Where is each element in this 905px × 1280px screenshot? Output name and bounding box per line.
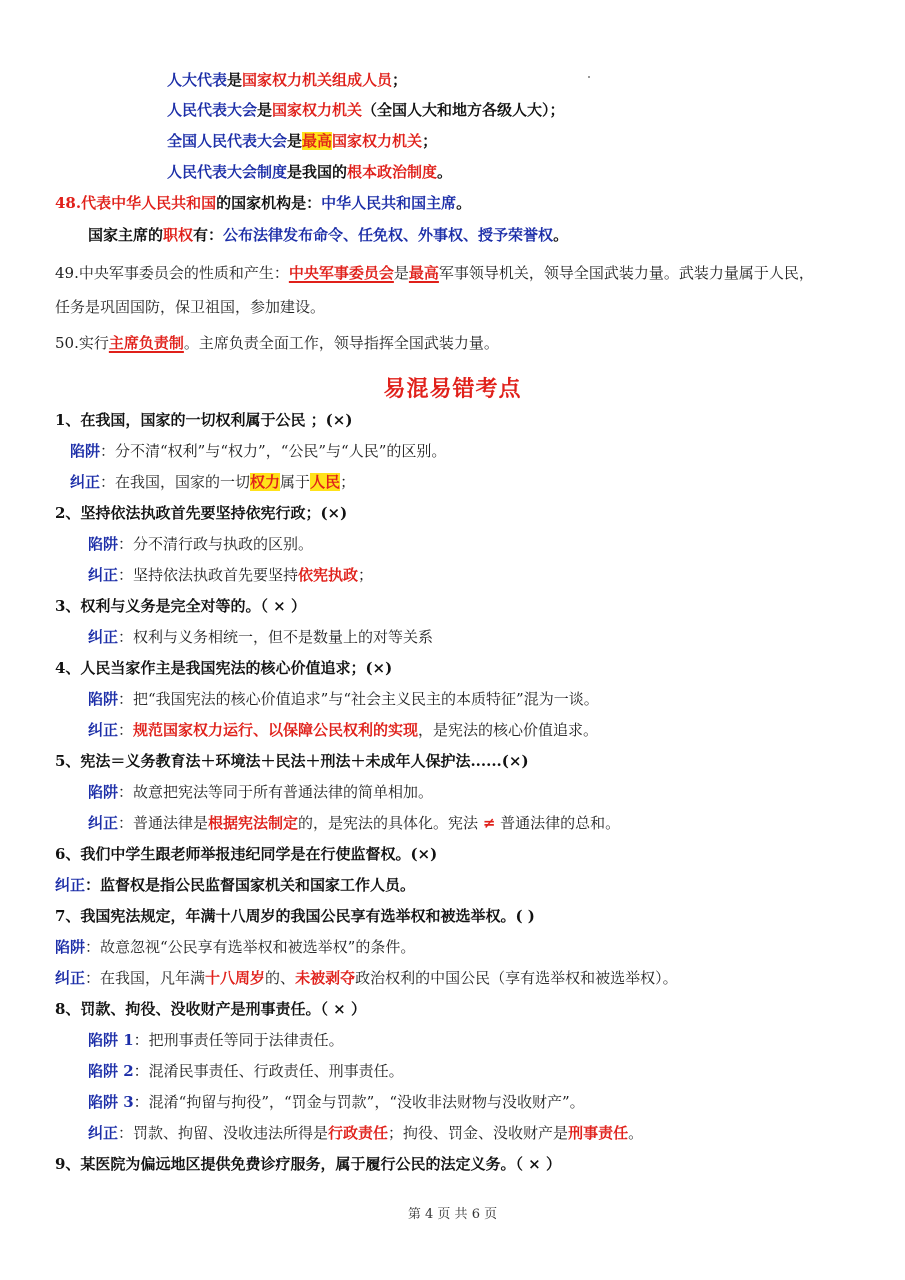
trap-7: 陷阱：故意忽视“公民享有选举权和被选举权”的条件。 — [55, 938, 416, 956]
question-7: 7、我国宪法规定，年满十八周岁的我国公民享有选举权和被选举权。( ) — [55, 907, 535, 925]
fix-3: 纠正：权利与义务相统一，但不是数量上的对等关系 — [88, 628, 434, 646]
line-npc: 全国人民代表大会是最高国家权力机关； — [167, 132, 438, 150]
trap-2: 陷阱：分不清行政与执政的区别。 — [88, 535, 314, 553]
fix-8: 纠正：罚款、拘留、没收违法所得是行政责任；拘役、罚金、没收财产是刑事责任。 — [88, 1124, 644, 1142]
question-6: 6、我们中学生跟老师举报违纪同学是在行使监督权。(×) — [55, 845, 438, 863]
line-48-powers: 国家主席的职权有：公布法律发布命令、任免权、外事权、授予荣誉权。 — [88, 226, 569, 244]
page-footer: 第 4 页 共 6 页 — [407, 1207, 498, 1222]
trap-1: 陷阱：分不清“权利”与“权力”，“公民”与“人民”的区别。 — [70, 442, 447, 460]
line-system: 人民代表大会制度是我国的根本政治制度。 — [167, 163, 453, 181]
line-congress: 人民代表大会是国家权力机关（全国人大和地方各级人大）； — [167, 101, 565, 119]
line-50: 50.实行主席负责制。主席负责全面工作，领导指挥全国武装力量。 — [55, 334, 499, 352]
question-8: 8、罚款、拘役、没收财产是刑事责任。（ × ） — [55, 1000, 366, 1018]
trap-4: 陷阱：把“我国宪法的核心价值追求”与“社会主义民主的本质特征”混为一谈。 — [88, 690, 599, 708]
fix-7: 纠正：在我国，凡年满十八周岁的、未被剥夺政治权利的中国公民（享有选举权和被选举权）。 — [55, 969, 678, 987]
speck-mark — [588, 76, 590, 78]
fix-1: 纠正：在我国，国家的一切权力属于人民； — [70, 473, 356, 491]
question-9: 9、某医院为偏远地区提供免费诊疗服务，属于履行公民的法定义务。（ × ） — [55, 1155, 561, 1173]
fix-5: 纠正：普通法律是根据宪法制定的，是宪法的具体化。宪法 ≠ 普通法律的总和。 — [88, 814, 621, 832]
fix-6: 纠正：监督权是指公民监督国家机关和国家工作人员。 — [55, 876, 416, 894]
section-title: 易混易错考点 — [383, 376, 522, 402]
question-5: 5、宪法＝义务教育法＋环境法＋民法＋刑法＋未成年人保护法......(×) — [55, 752, 529, 770]
question-2: 2、坚持依法执政首先要坚持依宪行政；(×) — [55, 504, 348, 522]
trap-5: 陷阱：故意把宪法等同于所有普通法律的简单相加。 — [88, 783, 434, 801]
question-4: 4、人民当家作主是我国宪法的核心价值追求；(×) — [55, 659, 393, 677]
line-deputy: 人大代表是国家权力机关组成人员； — [167, 71, 408, 89]
line-48: 48.代表中华人民共和国的国家机构是：中华人民共和国主席。 — [55, 194, 472, 212]
line-49-cont: 任务是巩固国防，保卫祖国，参加建设。 — [55, 298, 326, 316]
fix-4: 纠正：规范国家权力运行、以保障公民权利的实现，是宪法的核心价值追求。 — [88, 721, 599, 739]
line-49: 49.中央军事委员会的性质和产生：中央军事委员会是最高军事领导机关，领导全国武装力量。武装力量属于人民， — [55, 264, 814, 282]
fix-2: 纠正：坚持依法执政首先要坚持依宪执政； — [88, 566, 374, 584]
question-3: 3、权利与义务是完全对等的。（ × ） — [55, 597, 306, 615]
trap-8-2: 陷阱 2：混淆民事责任、行政责任、刑事责任。 — [88, 1062, 404, 1080]
question-1: 1、在我国，国家的一切权利属于公民 ；(×) — [55, 411, 353, 429]
trap-8-1: 陷阱 1：把刑事责任等同于法律责任。 — [88, 1031, 344, 1049]
trap-8-3: 陷阱 3：混淆“拘留与拘役”，“罚金与罚款”，“没收非法财物与没收财产”。 — [88, 1093, 585, 1111]
